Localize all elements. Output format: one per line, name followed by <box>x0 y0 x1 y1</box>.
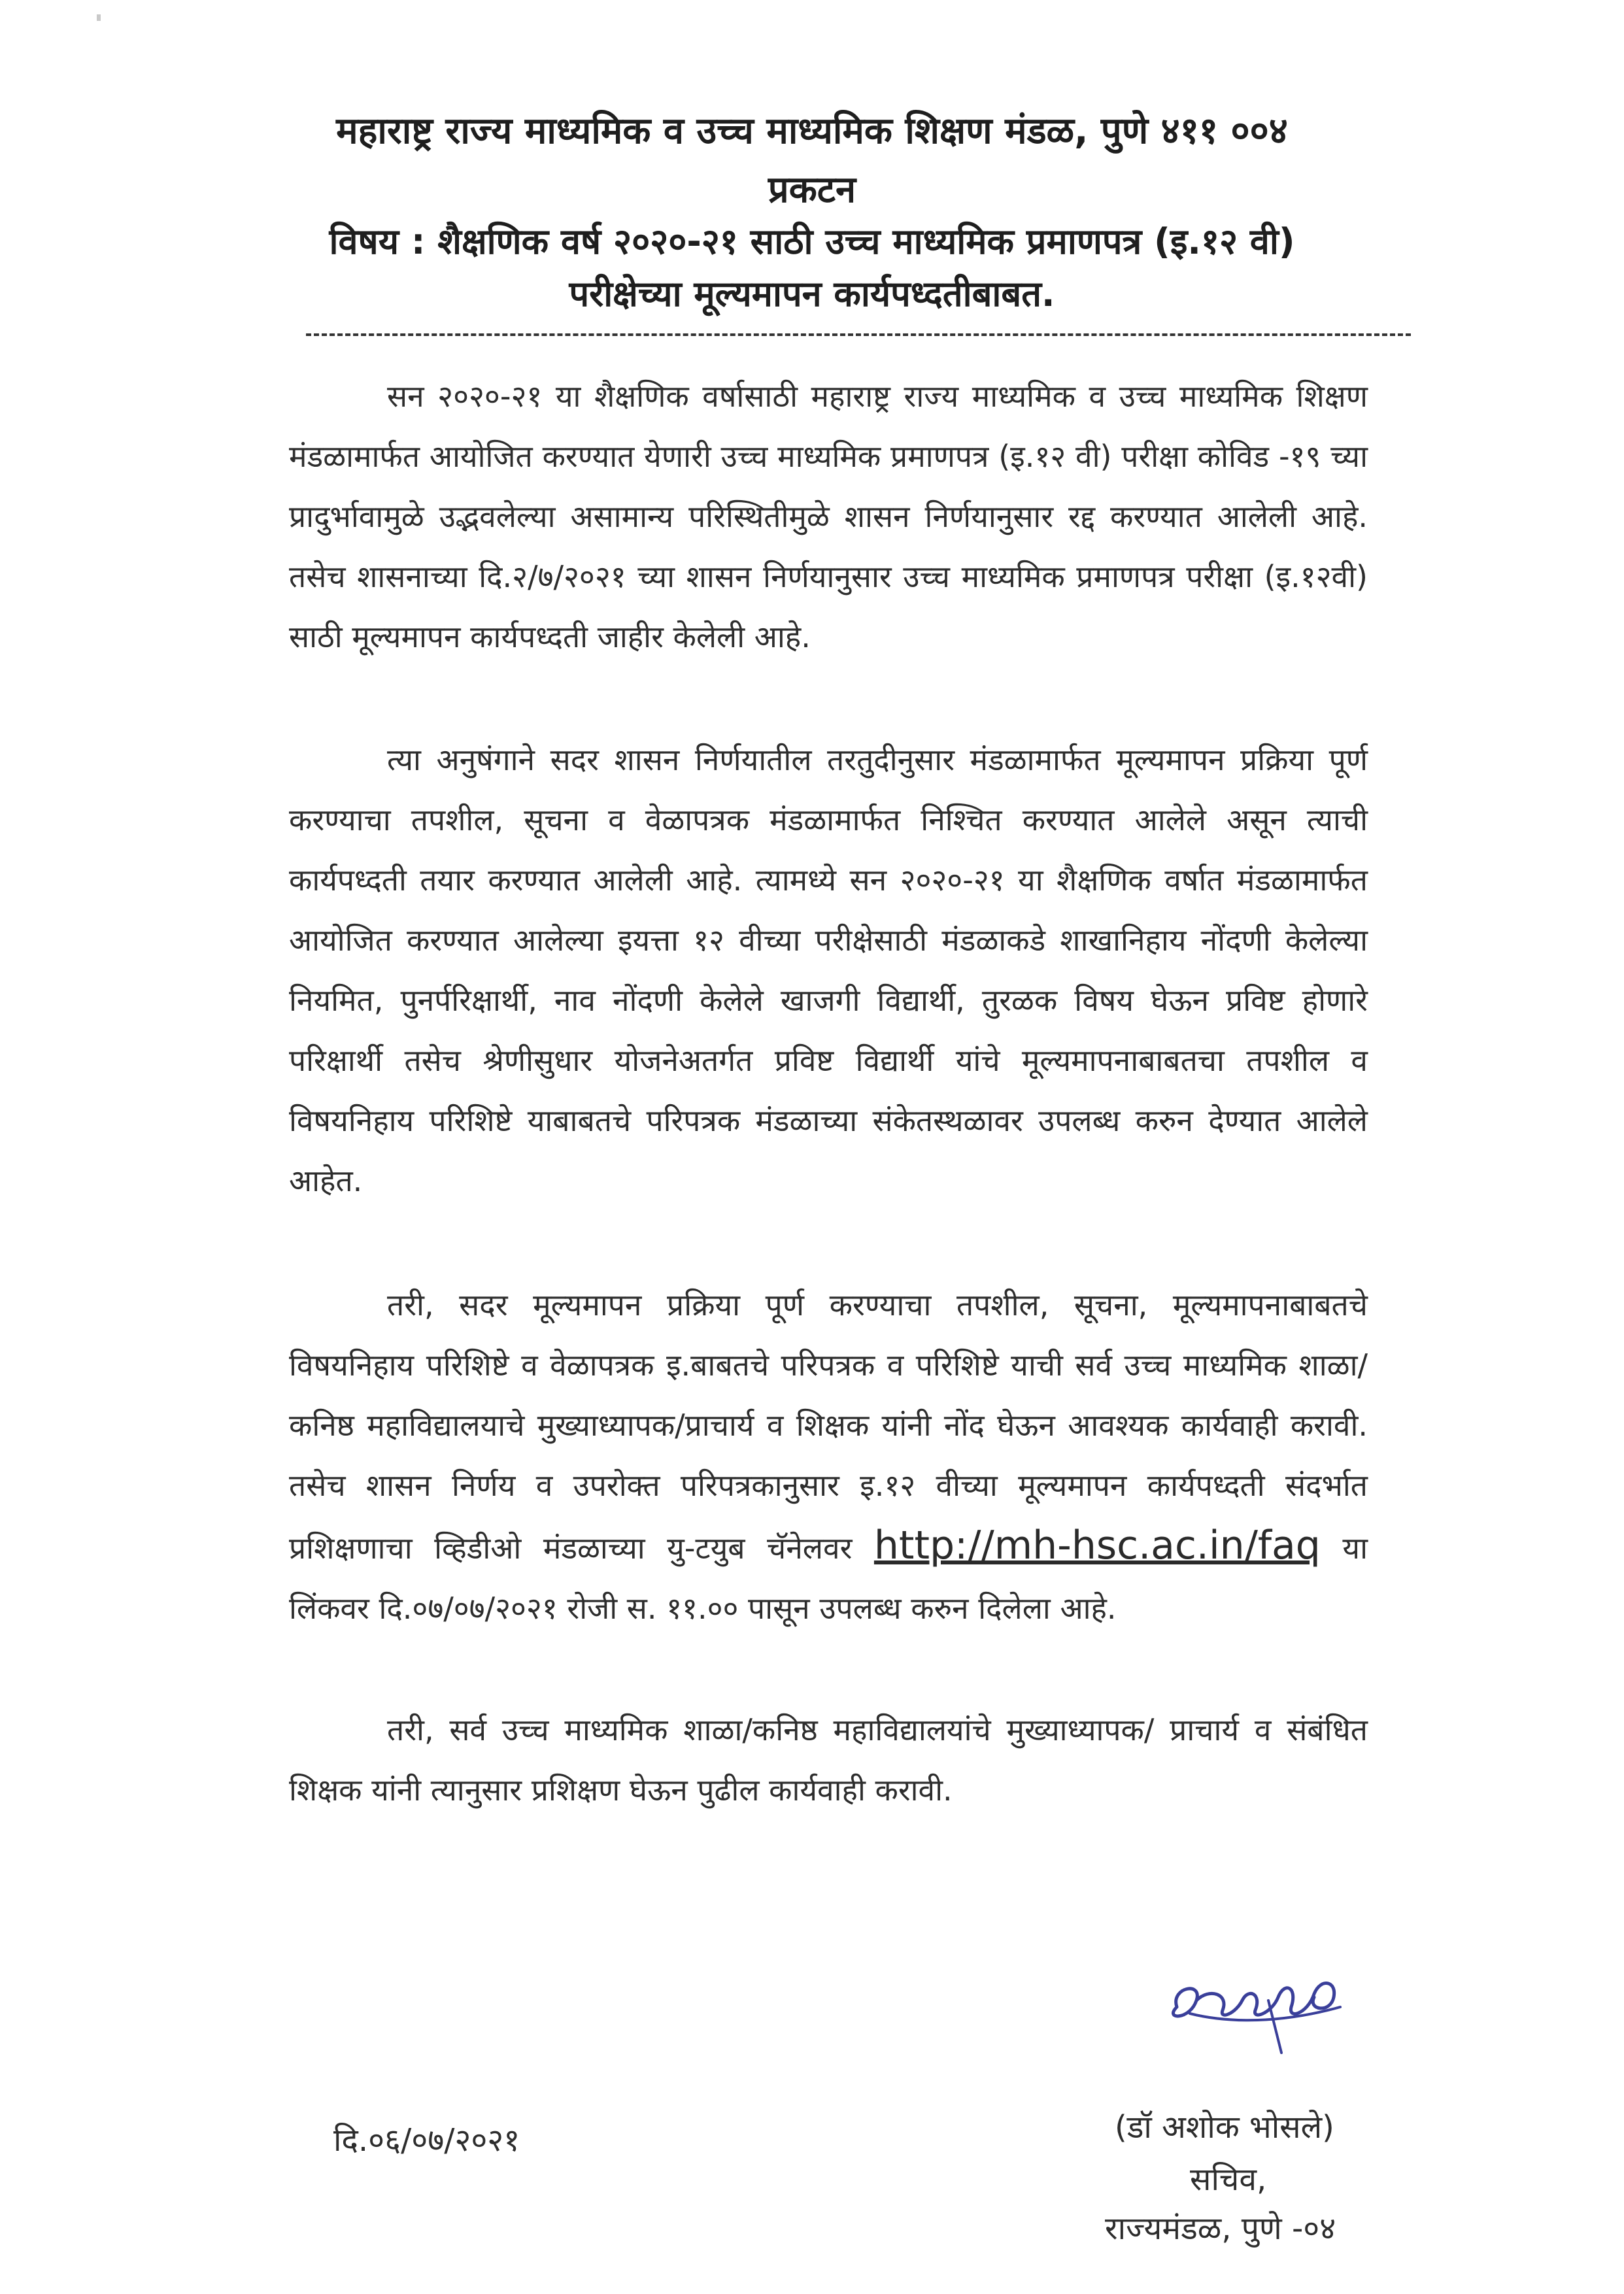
paragraph-1: सन २०२०-२१ या शैक्षणिक वर्षासाठी महाराष्ट्र राज्य माध्यमिक व उच्च माध्यमिक शिक्षण मंडळामार्फत आयोजित करण्यात येणारी उच्च माध्यमिक प्रमाणपत्र (इ.१२ वी) परीक्षा कोविड -१९ च्या प्रादुर्भावामुळे उद्भवलेल्या असामान्य परिस्थितीमुळे शासन निर्णयानुसार रद्द करण्यात आलेली आहे. तसेच शासनाच्या दि.२/७/२०२१ च्या शासन निर्णयानुसार उच्च माध्यमिक प्रमाणपत्र परीक्षा (इ.१२वी) साठी मूल्यमापन कार्यपध्दती जाहीर केलेली आहे. <box>289 379 1368 654</box>
subject-line-1: विषय : शैक्षणिक वर्ष २०२०-२१ साठी उच्च माध्यमिक प्रमाणपत्र (इ.१२ वी) <box>329 221 1295 262</box>
paragraph-3-text: तरी, सदर मूल्यमापन प्रक्रिया पूर्ण करण्याचा तपशील, सूचना, मूल्यमापनाबाबतचे विषयनिहाय परिशिष्टे व वेळापत्रक इ.बाबतचे परिपत्रक व परिशिष्टे याची सर्व उच्च माध्यमिक शाळा/कनिष्ठ महाविद्यालयाचे मुख्याध्यापक/प्राचार्य व शिक्षक यांनी नोंद घेऊन आवश्यक कार्यवाही करावी. तसेच शासन निर्णय व उपरोक्त परिपत्रकानुसार इ.१२ वीच्या मूल्यमापन कार्यपध्दती संदर्भात प्रशिक्षणाचा व्हिडीओ मंडळाच्या यु-टयुब चॅनेलवर <box>289 1287 1368 1566</box>
handwritten-signature <box>1151 1961 1360 2059</box>
signatory-office: राज्यमंडळ, पुणे -०४ <box>1105 2210 1336 2247</box>
signatory-role: सचिव, <box>1190 2161 1267 2198</box>
board-title: महाराष्ट्र राज्य माध्यमिक व उच्च माध्यमिक शिक्षण मंडळ, पुणे ४११ ००४ <box>336 110 1288 152</box>
paragraph-2: त्या अनुषंगाने सदर शासन निर्णयातील तरतुदीनुसार मंडळामार्फत मूल्यमापन प्रक्रिया पूर्ण करण्याचा तपशील, सूचना व वेळापत्रक मंडळामार्फत निश्चित करण्यात आलेले असून त्याची कार्यपध्दती तयार करण्यात आलेली आहे. त्यामध्ये सन २०२०-२१ या शैक्षणिक वर्षात मंडळामार्फत आयोजित करण्यात आलेल्या इयत्ता १२ वीच्या परीक्षेसाठी मंडळाकडे शाखानिहाय नोंदणी केलेल्या नियमित, पुनर्परिक्षार्थी, नाव नोंदणी केलेले खाजगी विद्यार्थी, तुरळक विषय घेऊन प्रविष्ट होणारे परिक्षार्थी तसेच श्रेणीसुधार योजनेअतर्गत प्रविष्ट विद्यार्थी यांचे मूल्यमापनाबाबतचा तपशील व विषयनिहाय परिशिष्टे याबाबतचे परिपत्रक मंडळाच्या संकेतस्थळावर उपलब्ध करुन देण्यात आलेले आहेत. <box>289 742 1368 1198</box>
faq-link[interactable]: http://mh-hsc.ac.in/faq <box>873 1523 1321 1568</box>
scan-speck <box>97 14 101 21</box>
signatory-name: (डॉ अशोक भोसले) <box>1115 2109 1334 2146</box>
notice-heading: प्रकटन <box>768 169 856 211</box>
paragraph-3 <box>289 1275 1368 1638</box>
paragraph-4: तरी, सर्व उच्च माध्यमिक शाळा/कनिष्ठ महाविद्यालयांचे मुख्याध्यापक/ प्राचार्य व संबंधित शिक्षक यांनी त्यानुसार प्रशिक्षण घेऊन पुढील कार्यवाही करावी. <box>289 1712 1368 1808</box>
issue-date: दि.०६/०७/२०२१ <box>333 2122 520 2159</box>
subject-line-2: परीक्षेच्या मूल्यमापन कार्यपध्दतीबाबत. <box>569 273 1055 314</box>
paragraph-3-tail: या लिंकवर दि.०७/०७/२०२१ रोजी स. ११.०० पासून उपलब्ध करुन दिलेला आहे. <box>289 1530 1368 1626</box>
dashed-divider <box>306 333 1411 336</box>
